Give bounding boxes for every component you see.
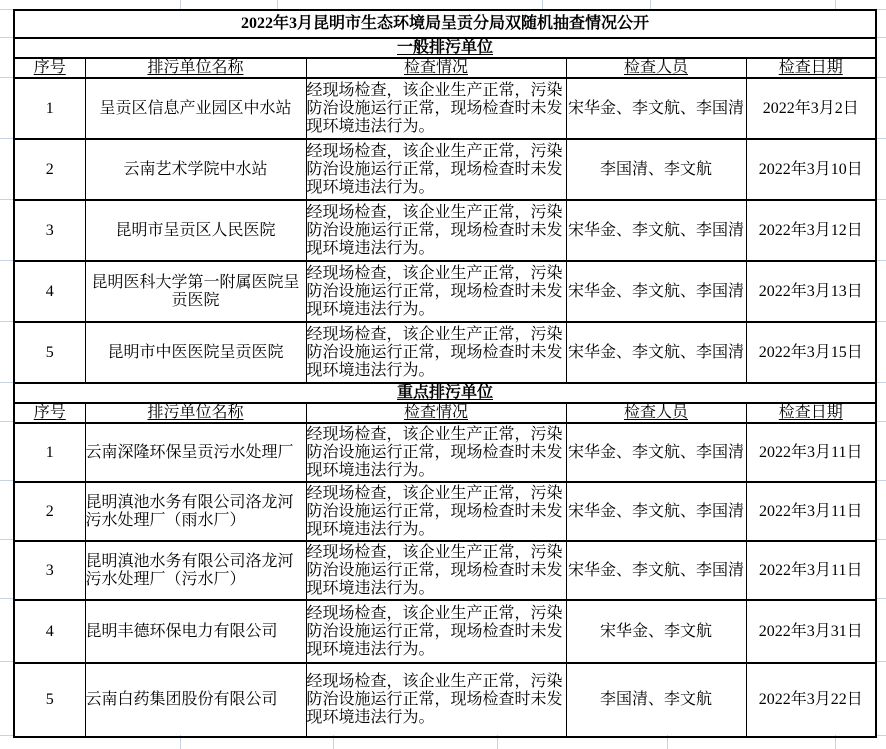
inspection-result-cell: 经现场检查，该企业生产正常，污染防治设施运行正常，现场检查时未发现环境违法行为。: [306, 139, 566, 200]
table-row: [14, 482, 876, 541]
unit-name-cell: 昆明滇池水务有限公司洛龙河污水处理厂（污水厂）: [85, 541, 306, 600]
section-header-key-label: 重点排污单位: [397, 384, 494, 401]
col-header-result: [306, 58, 566, 78]
col-header-unit: [85, 58, 306, 78]
section-header-general: [14, 38, 876, 58]
table-row: [14, 78, 876, 139]
inspectors-cell: 宋华金、李文航、李国清: [566, 423, 746, 482]
table-row: [14, 663, 876, 737]
inspection-result-cell: 经现场检查，该企业生产正常，污染防治设施运行正常，现场检查时未发现环境违法行为。: [306, 423, 566, 482]
col-header-unit-label: 排污单位名称: [147, 59, 244, 76]
row-number-cell: 2: [14, 139, 85, 200]
inspectors-cell: 宋华金、李文航、李国清: [566, 322, 746, 383]
col-header-no-label: 序号: [33, 59, 66, 76]
unit-name-cell: 昆明医科大学第一附属医院呈贡医院: [85, 261, 306, 322]
gridline-stub: [277, 0, 278, 9]
gridline-stub: [0, 735, 13, 736]
row-number-cell: 5: [14, 322, 85, 383]
inspection-date-cell: 2022年3月15日: [746, 322, 876, 383]
gridline-stub: [0, 598, 13, 599]
inspection-date-cell: 2022年3月22日: [746, 663, 876, 737]
inspection-date-cell: 2022年3月2日: [746, 78, 876, 139]
inspection-result-cell: 经现场检查，该企业生产正常，污染防治设施运行正常，现场检查时未发现环境违法行为。: [306, 200, 566, 261]
gridline-stub: [835, 0, 836, 9]
inspectors-cell: 宋华金、李文航、李国清: [566, 261, 746, 322]
gridline-stub: [542, 0, 543, 9]
inspection-date-cell: 2022年3月13日: [746, 261, 876, 322]
unit-name-cell: 昆明市中医医院呈贡医院: [85, 322, 306, 383]
unit-name-cell: 呈贡区信息产业园区中水站: [85, 78, 306, 139]
col-header-no: [14, 58, 85, 78]
row-number-cell: 2: [14, 482, 85, 541]
gridline-stub: [0, 382, 13, 383]
table-row: [14, 322, 876, 383]
col-header-result-label: 检查情况: [403, 404, 468, 421]
col-header-no-label: 序号: [33, 404, 66, 421]
table-row: [14, 261, 876, 322]
col-header-result-label: 检查情况: [403, 59, 468, 76]
inspectors-cell: 李国清、李文航: [566, 663, 746, 737]
inspection-date-cell: 2022年3月11日: [746, 423, 876, 482]
col-header-unit: [85, 403, 306, 423]
col-header-date: [746, 403, 876, 423]
gridline-stub: [180, 0, 181, 9]
row-number-cell: 4: [14, 600, 85, 663]
inspectors-cell: 宋华金、李文航、李国清: [566, 541, 746, 600]
inspection-result-cell: 经现场检查，该企业生产正常，污染防治设施运行正常，现场检查时未发现环境违法行为。: [306, 322, 566, 383]
inspectors-cell: 宋华金、李文航、李国清: [566, 78, 746, 139]
section-header-key: [14, 383, 876, 403]
gridline-stub: [0, 480, 13, 481]
section-header-general-label: 一般排污单位: [397, 39, 494, 56]
col-header-inspectors-label: 检查人员: [623, 404, 688, 421]
col-header-date-label: 检查日期: [778, 404, 843, 421]
gridline-stub: [0, 260, 13, 261]
inspection-report-table: [13, 9, 877, 738]
inspection-date-cell: 2022年3月11日: [746, 541, 876, 600]
inspection-result-cell: 经现场检查，该企业生产正常，污染防治设施运行正常，现场检查时未发现环境违法行为。: [306, 78, 566, 139]
inspection-result-cell: 经现场检查，该企业生产正常，污染防治设施运行正常，现场检查时未发现环境违法行为。: [306, 600, 566, 663]
unit-name-cell: 昆明市呈贡区人民医院: [85, 200, 306, 261]
gridline-stub: [0, 37, 13, 38]
col-header-result: [306, 403, 566, 423]
col-header-unit-label: 排污单位名称: [147, 404, 244, 421]
row-number-cell: 3: [14, 541, 85, 600]
unit-name-cell: 云南白药集团股份有限公司: [85, 663, 306, 737]
gridline-stub: [650, 0, 651, 9]
inspectors-cell: 宋华金、李文航: [566, 600, 746, 663]
gridline-stub: [0, 9, 13, 10]
col-header-inspectors: [566, 58, 746, 78]
gridline-stub: [0, 661, 13, 662]
inspection-date-cell: 2022年3月12日: [746, 200, 876, 261]
row-number-cell: 4: [14, 261, 85, 322]
inspection-result-cell: 经现场检查，该企业生产正常，污染防治设施运行正常，现场检查时未发现环境违法行为。: [306, 663, 566, 737]
col-header-inspectors: [566, 403, 746, 423]
gridline-stub: [0, 539, 13, 540]
inspection-date-cell: 2022年3月11日: [746, 482, 876, 541]
row-number-cell: 3: [14, 200, 85, 261]
inspectors-cell: 宋华金、李文航、李国清: [566, 200, 746, 261]
gridline-stub: [0, 199, 13, 200]
table-row: [14, 600, 876, 663]
inspection-date-cell: 2022年3月10日: [746, 139, 876, 200]
gridline-stub: [0, 321, 13, 322]
table-row: [14, 139, 876, 200]
row-number-cell: 5: [14, 663, 85, 737]
row-number-cell: 1: [14, 423, 85, 482]
inspection-date-cell: 2022年3月31日: [746, 600, 876, 663]
table-row: [14, 200, 876, 261]
table-row: [14, 541, 876, 600]
unit-name-cell: 云南深隆环保呈贡污水处理厂: [85, 423, 306, 482]
inspectors-cell: 李国清、李文航: [566, 139, 746, 200]
page-title: 2022年3月昆明市生态环境局呈贡分局双随机抽查情况公开: [14, 10, 876, 38]
unit-name-cell: 云南艺术学院中水站: [85, 139, 306, 200]
gridline-stub: [0, 421, 13, 422]
inspectors-cell: 宋华金、李文航、李国清: [566, 482, 746, 541]
col-header-inspectors-label: 检查人员: [623, 59, 688, 76]
inspection-result-cell: 经现场检查，该企业生产正常，污染防治设施运行正常，现场检查时未发现环境违法行为。: [306, 261, 566, 322]
gridline-stub: [0, 138, 13, 139]
col-header-no: [14, 403, 85, 423]
gridline-stub: [0, 77, 13, 78]
col-header-date: [746, 58, 876, 78]
row-number-cell: 1: [14, 78, 85, 139]
unit-name-cell: 昆明滇池水务有限公司洛龙河污水处理厂（雨水厂）: [85, 482, 306, 541]
unit-name-cell: 昆明丰德环保电力有限公司: [85, 600, 306, 663]
inspection-result-cell: 经现场检查，该企业生产正常，污染防治设施运行正常，现场检查时未发现环境违法行为。: [306, 482, 566, 541]
table-row: [14, 423, 876, 482]
col-header-date-label: 检查日期: [778, 59, 843, 76]
inspection-result-cell: 经现场检查，该企业生产正常，污染防治设施运行正常，现场检查时未发现环境违法行为。: [306, 541, 566, 600]
